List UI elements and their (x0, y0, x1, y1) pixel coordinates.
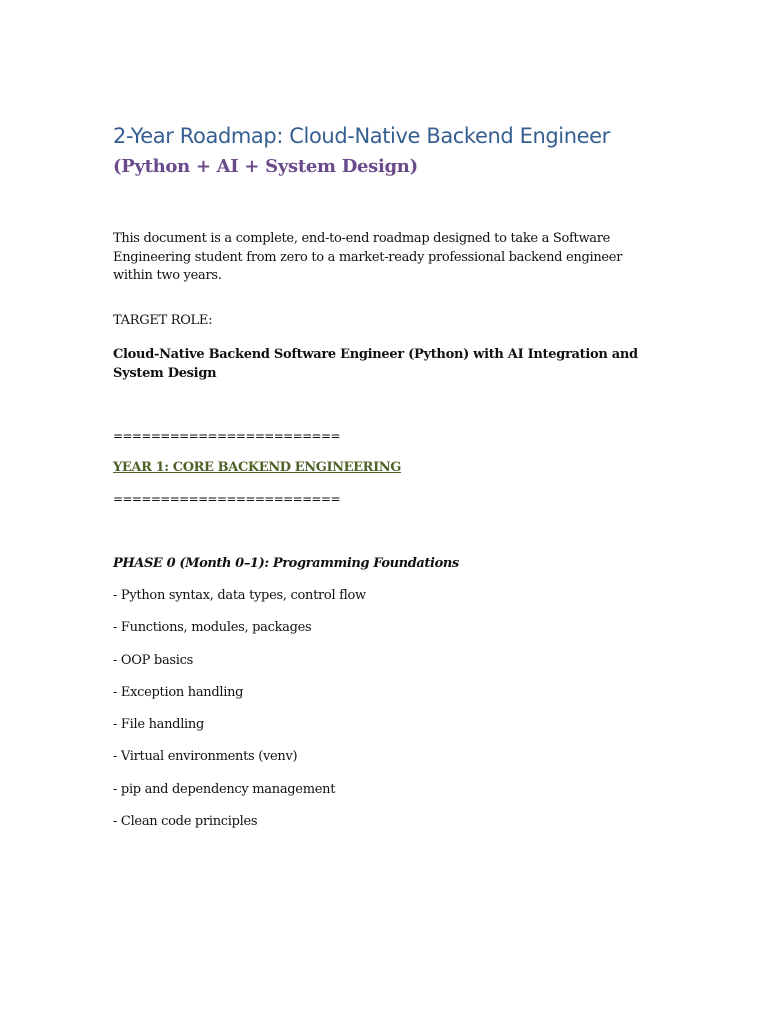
target-role-label: TARGET ROLE: (113, 313, 213, 328)
list-item: - Python syntax, data types, control flow (113, 588, 366, 603)
document-title: 2-Year Roadmap: Cloud-Native Backend Engineer (113, 124, 610, 148)
year-1-heading: YEAR 1: CORE BACKEND ENGINEERING (113, 460, 401, 475)
list-item: - OOP basics (113, 652, 193, 668)
list-item: - Exception handling (113, 684, 244, 700)
list-item: - Functions, modules, packages (113, 620, 312, 636)
section-divider-top: ======================== (113, 429, 340, 443)
list-item: - Clean code principles (113, 814, 258, 830)
target-role-value: Cloud-Native Backend Software Engineer (Python) with AI Integration and System Design (113, 347, 638, 381)
list-item: - File handling (113, 717, 205, 733)
section-divider-bottom: ======================== (113, 492, 340, 506)
list-item: - Virtual environments (venv) (113, 749, 298, 765)
phase-0-topic-list (113, 588, 366, 846)
document-page (113, 0, 658, 1024)
list-item: - pip and dependency management (113, 781, 336, 797)
phase-0-heading: PHASE 0 (Month 0–1): Programming Foundations (113, 556, 459, 571)
document-subtitle: (Python + AI + System Design) (113, 156, 418, 177)
intro-paragraph: This document is a complete, end-to-end roadmap designed to take a Software Engineering student from zero to a market-ready professional backend engineer within two years. (113, 231, 623, 283)
